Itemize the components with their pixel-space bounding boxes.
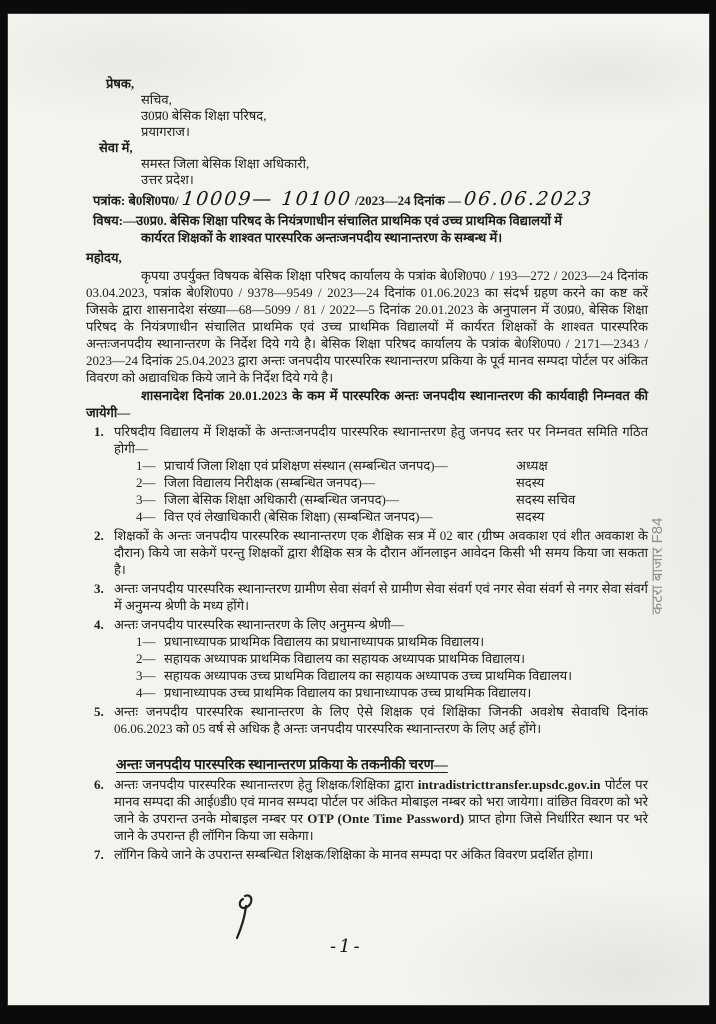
- committee-row: [86, 491, 648, 508]
- category-row-text: सहायक अध्यापक उच्च प्राथमिक विद्यालय का सहायक अध्यापक उच्च प्राथमिक विद्यालय।: [164, 668, 573, 683]
- committee-row-text: प्राचार्य जिला शिक्षा एवं प्रशिक्षण संस्थान (सम्बन्धित जनपद)—: [164, 458, 448, 473]
- point-7-text: लॉगिन किये जाने के उपरान्त सम्बन्धित शिक्षक/शिक्षिका के मानव सम्पदा पर अंकित विवरण प्रदर्शित होगा।: [114, 847, 594, 862]
- technical-steps-heading: अन्तः जनपदीय पारस्परिक स्थानान्तरण प्रकिया के तकनीकी चरण—: [116, 758, 448, 773]
- category-row: [86, 684, 648, 701]
- point-6-text-part3: प्राप्त होगा जिसे निर्धारित स्थान पर भरे जाने के उपरान्त ही लॉगिन किया जा सकेगा।: [114, 811, 648, 843]
- committee-row-text: जिला विद्यालय निरीक्षक (सम्बन्धित जनपद)—: [164, 475, 375, 490]
- point-5-number: 5.: [94, 704, 104, 719]
- point-1-text: परिषदीय विद्यालय में शिक्षकों के अन्तःजनपदीय पारस्परिक स्थानान्तरण हेतु जनपद स्तर पर निम्नवत समिति गठित होगी—: [114, 424, 648, 456]
- salutation: महोदय,: [86, 250, 122, 265]
- committee-row-role: सदस्य सचिव: [516, 492, 576, 507]
- point-7-number: 7.: [94, 847, 104, 862]
- otp-text: OTP (Onte Time Password): [307, 811, 465, 826]
- point-6-text-part1: अन्तः जनपदीय पारस्परिक स्थानान्तरण हेतु शिक्षक/शिक्षिका द्वारा: [114, 777, 418, 792]
- category-list: [86, 633, 648, 701]
- point-4-text: अन्तः जनपदीय पारस्परिक स्थानान्तरण के लिए अनुमन्य श्रेणी—: [114, 617, 404, 632]
- committee-row-role: सदस्य: [516, 509, 545, 524]
- reference-date-handwritten: 06.06.2023: [463, 188, 595, 210]
- recipient-line-state: उत्तर प्रदेश।: [141, 172, 194, 187]
- intro-paragraph: कृपया उपर्युक्त विषयक बेसिक शिक्षा परिषद कार्यालय के पत्रांक बे0शि0प0 / 193—272 / 2023—24 दिनांक 03.04.2023, पत्रांक बे0शि0प0 / 9378—9549 / 2023—24 दिनांक 01.06.2023 का संदर्भ ग्रहण करने का कष्ट करें जिसके द्वारा शासनादेश संख्या—68—5099 / 81 / 2022—5 दिनांक 20.01.2023 के अनुपालन में उ0प्र0, बेसिक शिक्षा परिषद के नियंत्रणाधीन संचालित प्राथमिक एवं उच्च प्राथमिक विद्यालयों में कार्यरत शिक्षकों के शाश्वत पारस्परिक अन्तःजनपदीय स्थानान्तरण के निर्देश दिये गये है। बेसिक शिक्षा परिषद कार्यालय के पत्रांक बे0शि0प0 / 2171—2343 / 2023—24 दिनांक 25.04.2023 द्वारा अन्तः जनपदीय पारस्परिक स्थानान्तरण प्रकिया के पूर्व मानव सम्पदा पोर्टल पर अंकित विवरण को अद्यावधिक किये जाने के निर्देश दिये गये है।: [86, 268, 648, 385]
- committee-row-number: 4—: [136, 509, 156, 524]
- category-row: [86, 667, 648, 684]
- point-6-number: 6.: [94, 777, 104, 792]
- sender-block: [86, 76, 648, 140]
- recipient-line-officers: समस्त जिला बेसिक शिक्षा अधिकारी,: [141, 156, 310, 171]
- subject-line-1: विषय:—उ0प्र0. बेसिक शिक्षा परिषद के नियंत्रणाधीन संचालित प्राथमिक एवं उच्च प्राथमिक विद्यालयों में: [93, 213, 563, 228]
- category-row-number: 2—: [136, 651, 156, 666]
- reference-number-handwritten: 10009— 10100: [180, 188, 353, 210]
- portal-url: intradistricttransfer.upsdc.gov.in: [417, 777, 601, 792]
- squiggle-icon: [230, 892, 256, 942]
- committee-row-number: 1—: [136, 458, 156, 473]
- point-4: [86, 616, 648, 633]
- committee-row: [86, 508, 648, 525]
- handwritten-squiggle-mark: [230, 892, 256, 947]
- point-3-number: 3.: [94, 581, 104, 596]
- committee-row-text: वित्त एवं लेखाधिकारी (बेसिक शिक्षा) (सम्बन्धित जनपद)—: [164, 509, 433, 524]
- margin-stamp-text: कटरा बाजार F84: [649, 517, 666, 615]
- committee-row-role: सदस्य: [516, 475, 545, 490]
- letter-reference-line: [93, 188, 648, 212]
- sender-label: प्रेषक,: [106, 76, 135, 91]
- point-3-text: अन्तः जनपदीय पारस्परिक स्थानान्तरण ग्रामीण सेवा संवर्ग से ग्रामीण सेवा संवर्ग एवं नगर सेवा संवर्ग से नगर सेवा संवर्ग में अनुमन्य श्रेणी के मध्य होंगे।: [114, 581, 648, 613]
- point-1-number: 1.: [94, 424, 104, 439]
- sender-line-city: प्रयागराज।: [141, 124, 190, 139]
- point-1: [86, 423, 648, 457]
- subject-block: [86, 212, 648, 246]
- subject-line-2: कार्यरत शिक्षकों के शाश्वत पारस्परिक अन्तःजनपदीय स्थानान्तरण के सम्बन्ध में।: [141, 230, 503, 245]
- sender-line-organisation: उ0प्र0 बेसिक शिक्षा परिषद,: [141, 108, 267, 123]
- committee-row-role: अध्यक्ष: [516, 458, 548, 473]
- committee-row-number: 3—: [136, 492, 156, 507]
- reference-label: पत्रांक: बे0शि0प0/: [93, 193, 179, 208]
- point-6-text-part2: पोर्टल पर मानव सम्पदा की आई0डी0 एवं मानव सम्पदा पोर्टल पर अंकित मोबाइल नम्बर को भरा जायेगा। वांछित विवरण को भरे जाने के उपरान्त उनके मोबाइल नम्बर पर: [114, 777, 648, 826]
- committee-list: [86, 457, 648, 525]
- point-2: [86, 527, 648, 578]
- scanned-letter-page: [7, 13, 710, 1006]
- recipient-label: सेवा में,: [99, 140, 133, 155]
- category-row-text: प्रधानाध्यापक प्राथमिक विद्यालय का प्रधानाध्यापक प्राथमिक विद्यालय।: [164, 634, 485, 649]
- point-5: [86, 703, 648, 737]
- page-number: -1-: [330, 936, 363, 957]
- category-row-number: 3—: [136, 668, 156, 683]
- letter-content: [86, 76, 648, 863]
- point-4-number: 4.: [94, 617, 104, 632]
- category-row: [86, 633, 648, 650]
- category-row-text: सहायक अध्यापक प्राथमिक विद्यालय का सहायक अध्यापक प्राथमिक विद्यालय।: [164, 651, 526, 666]
- point-2-number: 2.: [94, 528, 104, 543]
- point-7: [86, 846, 648, 863]
- committee-row-number: 2—: [136, 475, 156, 490]
- point-5-text: अन्तः जनपदीय पारस्परिक स्थानान्तरण के लिए ऐसे शिक्षक एवं शिक्षिका जिनकी अवशेष सेवावधि दिनांक 06.06.2023 को 05 वर्ष से अधिक है अन्तः जनपदीय पारस्परिक स्थानान्तरण के लिए अर्ह होंगे।: [114, 704, 648, 736]
- reference-separator: /2023—24 दिनांक —: [355, 193, 462, 208]
- category-row: [86, 650, 648, 667]
- committee-row-text: जिला बेसिक शिक्षा अधिकारी (सम्बन्धित जनपद)—: [164, 492, 399, 507]
- committee-row: [86, 474, 648, 491]
- committee-row: [86, 457, 648, 474]
- recipient-block: [86, 140, 648, 188]
- point-6: [86, 776, 648, 844]
- point-2-text: शिक्षकों के अन्तः जनपदीय पारस्परिक स्थानान्तरण एक शैक्षिक सत्र में 02 बार (ग्रीष्म अवकाश एवं शीत अवकाश के दौरान) किये जा सकेगें परन्तु शिक्षकों द्वारा शैक्षिक सत्र के दौरान ऑनलाइन आवेदन किसी भी समय किया जा सकता है।: [114, 528, 648, 577]
- order-statement: शासनादेश दिनांक 20.01.2023 के कम में पारस्परिक अन्तः जनपदीय स्थानान्तरण की कार्यवाही निम्नवत की जायेगी—: [86, 388, 648, 420]
- sender-line-designation: सचिव,: [141, 92, 172, 107]
- category-row-text: प्रधानाध्यापक उच्च प्राथमिक विद्यालय का प्रधानाध्यापक उच्च प्राथमिक विद्यालय।: [164, 685, 532, 700]
- point-3: [86, 580, 648, 614]
- category-row-number: 4—: [136, 685, 156, 700]
- category-row-number: 1—: [136, 634, 156, 649]
